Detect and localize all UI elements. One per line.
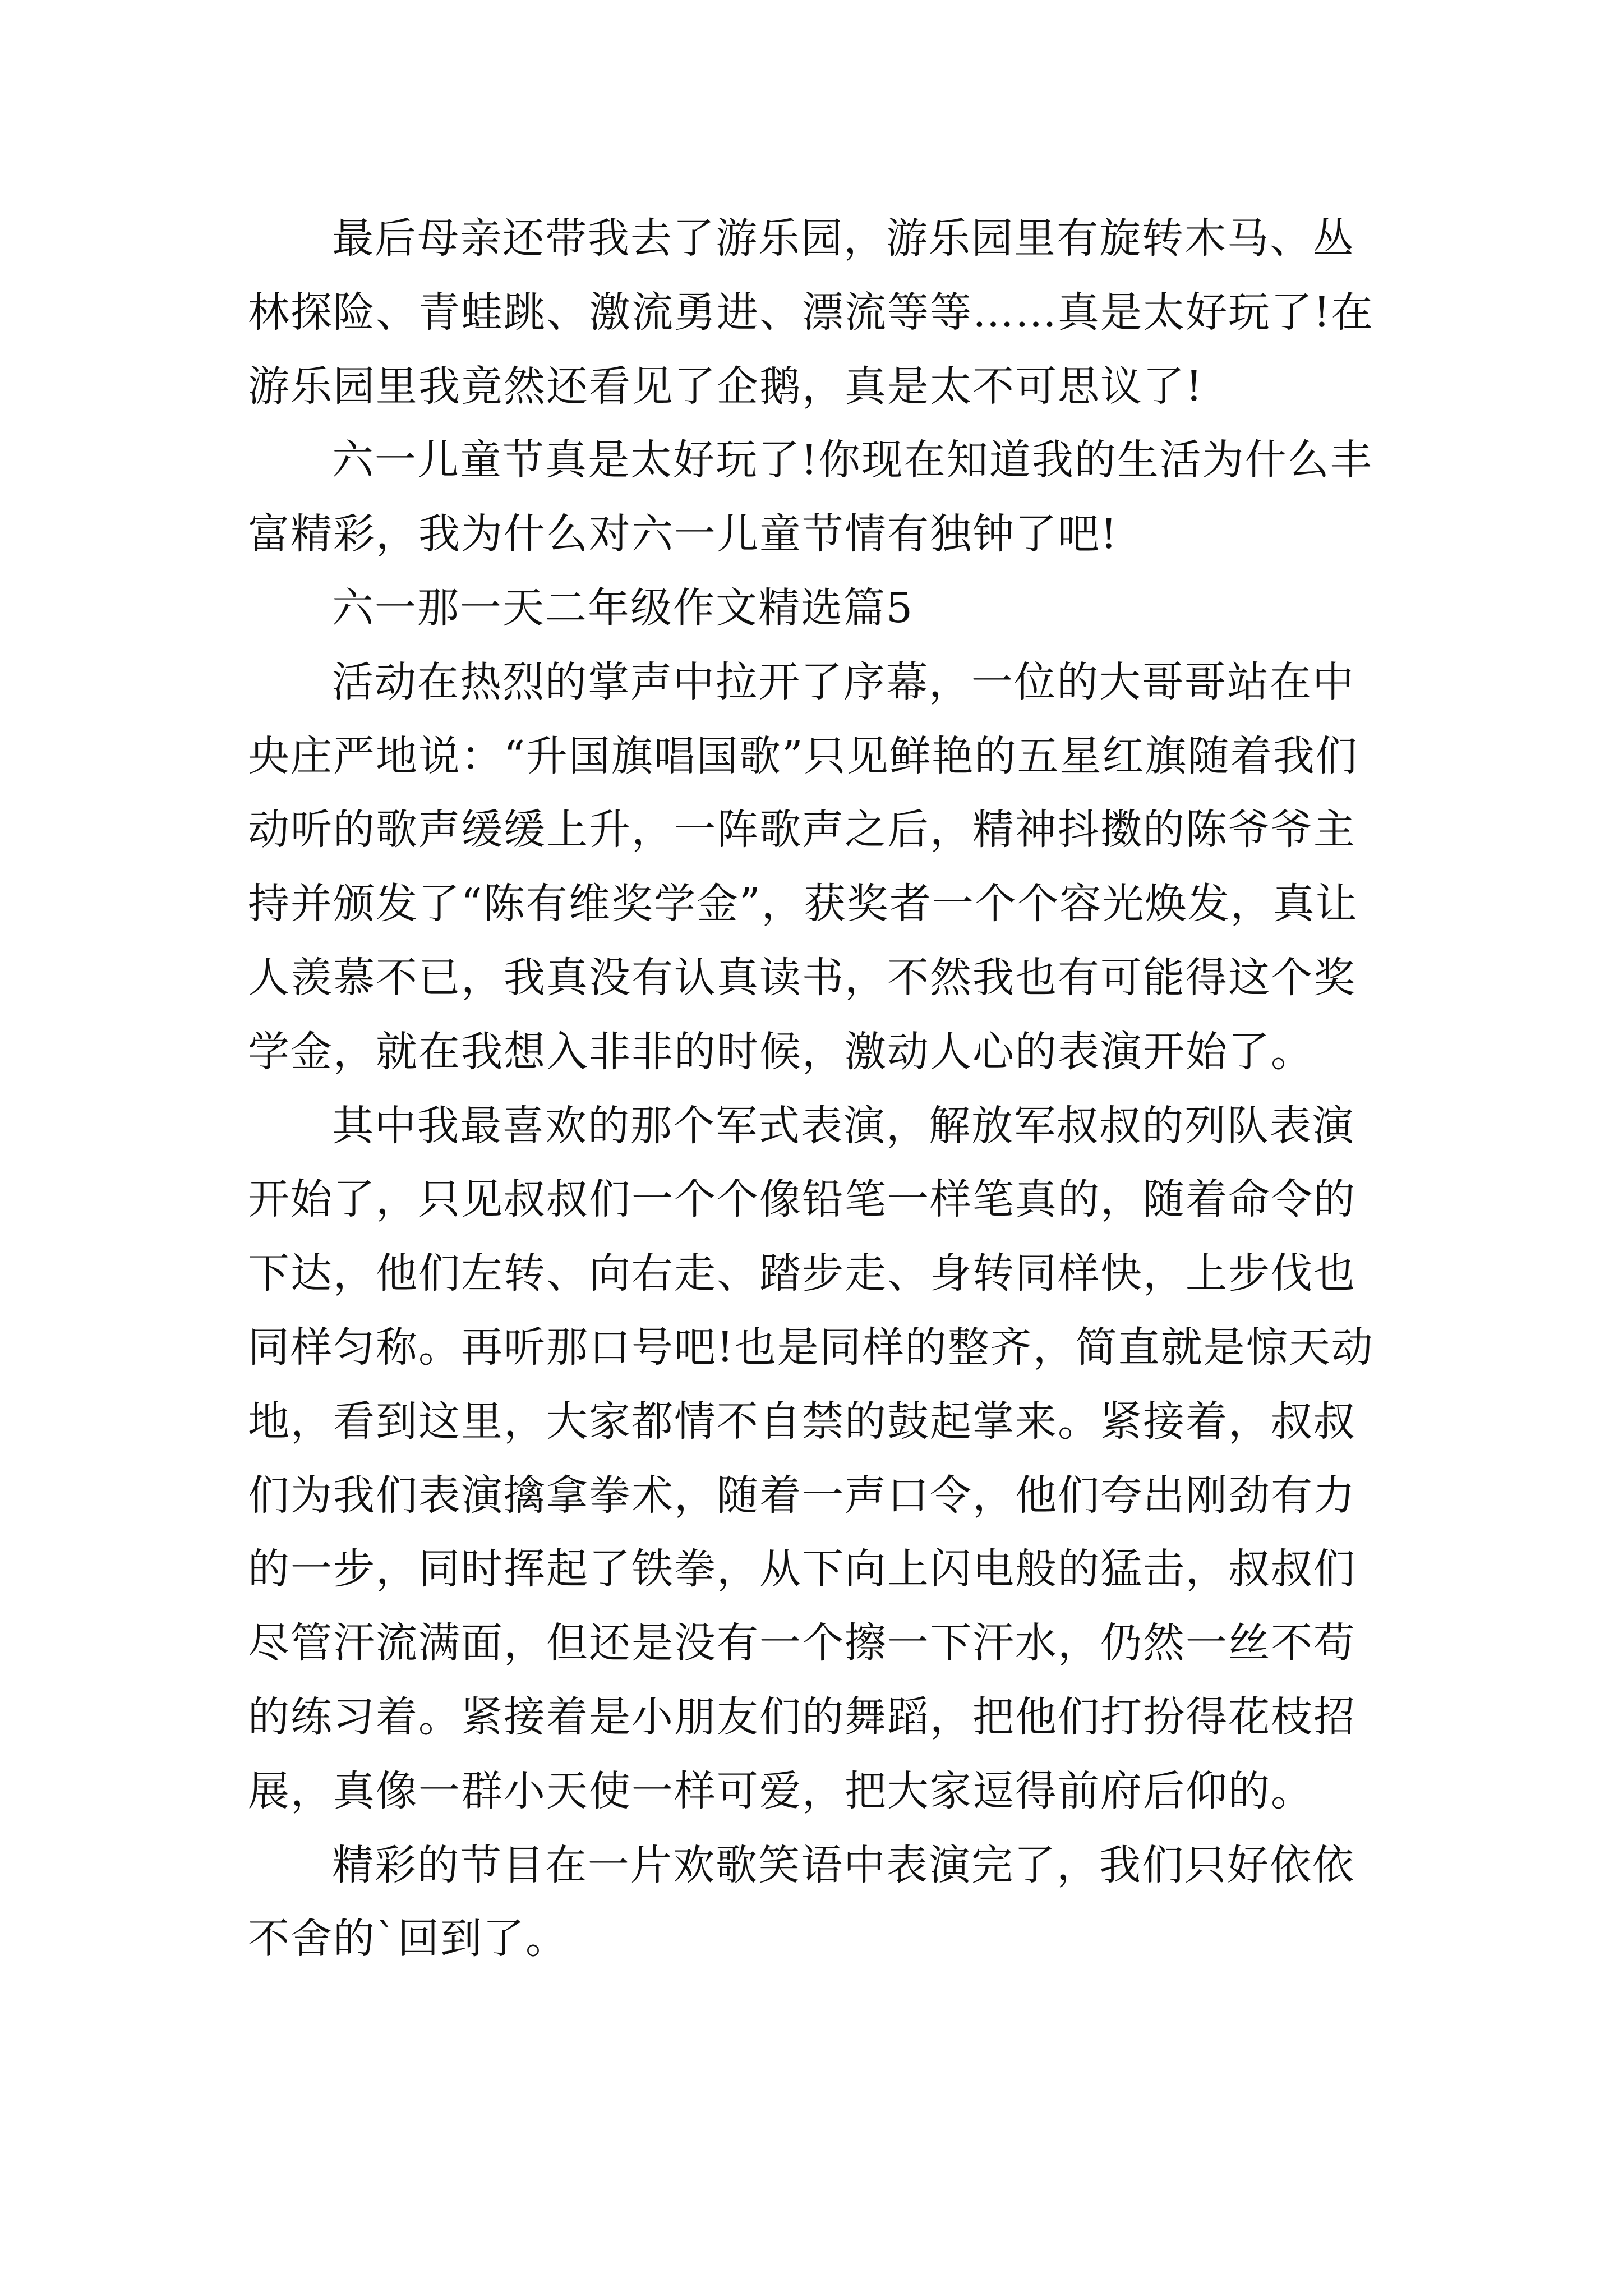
paragraph-military-show: 其中我最喜欢的那个军式表演，解放军叔叔的列队表演开始了，只见叔叔们一个个像铅笔一样笔真的，随着命令的下达，他们左转、向右走、踏步走、身转同样快，上步伐也同样匀称。再听那口号吧!也是同样的整齐，简直就是惊天动地，看到这里，大家都情不自禁的鼓起掌来。紧接着，叔叔们为我们表演擒拿拳术，随着一声口令，他们夸出刚劲有力的一步，同时挥起了铁拳，从下向上闪电般的猛击，叔叔们尽管汗流满面，但还是没有一个擦一下汗水，仍然一丝不苟的练习着。紧接着是小朋友们的舞蹈，把他们打扮得花枝招展，真像一群小天使一样可爱，把大家逗得前府后仰的。 [248,1101,1374,1815]
paragraph-ceremony: 活动在热烈的掌声中拉开了序幕，一位的大哥哥站在中央庄严地说：“升国旗唱国歌”只见鲜艳的五星红旗随着我们动听的歌声缓缓上升，一阵歌声之后，精神抖擞的陈爷爷主持并颁发了“陈有维奖学金”，获奖者一个个容光焕发，真让人羡慕不已，我真没有认真读书，不然我也有可能得这个奖学金，就在我想入非非的时候，激动人心的表演开始了。 [248,657,1358,1076]
document-page [248,202,1392,1976]
section-heading: 六一那一天二年级作文精选篇5 [332,583,914,632]
paragraph-childrens-day: 六一儿童节真是太好玩了!你现在知道我的生活为什么丰富精彩，我为什么对六一儿童节情有独钟了吧! [248,436,1373,559]
paragraph-ending: 精彩的节目在一片欢歌笑语中表演完了，我们只好依依不舍的`回到了。 [248,1841,1355,1963]
paragraph-amusement-park: 最后母亲还带我去了游乐园，游乐园里有旋转木马、丛林探险、青蛙跳、激流勇进、漂流等等……真是太好玩了!在游乐园里我竟然还看见了企鹅，真是太不可思议了! [248,214,1374,411]
